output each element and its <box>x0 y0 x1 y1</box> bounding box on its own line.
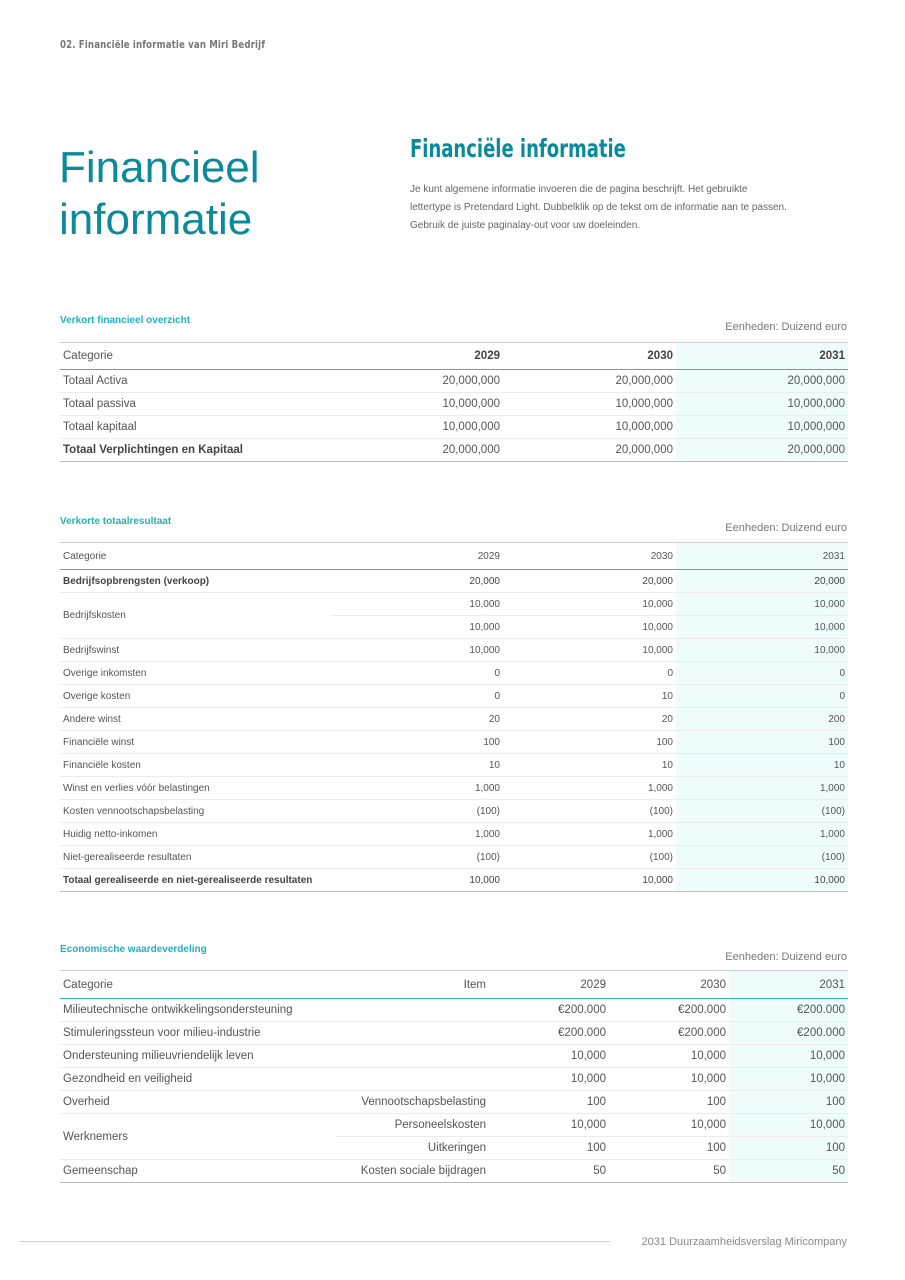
table-row <box>60 393 848 416</box>
cell: 10,000 <box>609 1045 729 1068</box>
table-row <box>60 1160 848 1183</box>
cell: 10,000,000 <box>330 393 503 416</box>
table-row <box>60 685 848 708</box>
table-header-row <box>60 343 848 370</box>
row-label: Ondersteuning milieuvriendelijk leven <box>60 1045 336 1068</box>
results-table-title: Verkorte totaalresultaat <box>60 516 172 527</box>
table-row <box>60 639 848 662</box>
summary-table <box>60 342 848 462</box>
page-title-line1: Financieel <box>59 143 260 192</box>
cell: 0 <box>676 685 848 708</box>
cell: 10,000 <box>503 639 676 662</box>
row-label: Totaal kapitaal <box>60 416 330 439</box>
section-subtitle: Financiële informatie <box>410 134 626 163</box>
table-row <box>60 754 848 777</box>
cell: 1,000 <box>330 823 503 846</box>
row-label: Overige inkomsten <box>60 662 330 685</box>
cell: 100 <box>729 1137 848 1160</box>
cell: 1,000 <box>676 823 848 846</box>
row-label: Overheid <box>60 1091 336 1114</box>
table-row <box>60 370 848 393</box>
cell: 10,000 <box>503 593 676 616</box>
table-row <box>60 662 848 685</box>
cell: 10,000 <box>330 593 503 616</box>
cell: 10,000 <box>330 869 503 892</box>
row-label: Totaal passiva <box>60 393 330 416</box>
cell: 100 <box>676 731 848 754</box>
table-row <box>60 593 848 616</box>
column-header: 2031 <box>676 343 848 370</box>
row-label: Stimuleringssteun voor milieu-industrie <box>60 1022 336 1045</box>
table-row <box>60 416 848 439</box>
table-row <box>60 1114 848 1137</box>
column-header: 2029 <box>330 343 503 370</box>
item-cell: Kosten sociale bijdragen <box>336 1160 489 1183</box>
cell: 10,000,000 <box>503 416 676 439</box>
cell: 10,000,000 <box>330 416 503 439</box>
cell: 50 <box>489 1160 609 1183</box>
cell: 10,000 <box>489 1068 609 1091</box>
row-label: Winst en verlies vóór belastingen <box>60 777 330 800</box>
cell: 20,000,000 <box>330 370 503 393</box>
cell: 1,000 <box>503 777 676 800</box>
column-header: 2029 <box>489 971 609 999</box>
cell: 10,000 <box>609 1114 729 1137</box>
cell: (100) <box>503 846 676 869</box>
summary-table-title: Verkort financieel overzicht <box>60 315 191 326</box>
summary-units: Eenheden: Duizend euro <box>725 321 847 333</box>
column-header: 2031 <box>676 543 848 570</box>
cell: 10,000 <box>729 1045 848 1068</box>
cell: 10,000 <box>330 639 503 662</box>
row-label: Huidig netto-inkomen <box>60 823 330 846</box>
item-cell <box>336 999 489 1022</box>
table-row <box>60 708 848 731</box>
page-title <box>59 142 260 246</box>
row-label: Totaal gerealiseerde en niet-gerealiseerde resultaten <box>60 869 330 892</box>
cell: 20 <box>503 708 676 731</box>
cell: 50 <box>609 1160 729 1183</box>
table-row <box>60 846 848 869</box>
row-label: Gezondheid en veiligheid <box>60 1068 336 1091</box>
row-label: Bedrijfsopbrengsten (verkoop) <box>60 570 330 593</box>
cell: 10,000 <box>676 639 848 662</box>
row-label: Niet-gerealiseerde resultaten <box>60 846 330 869</box>
column-header: Item <box>336 971 489 999</box>
cell: 10,000,000 <box>676 416 848 439</box>
table-row <box>60 731 848 754</box>
cell: 20,000,000 <box>676 370 848 393</box>
cell: €200.000 <box>609 999 729 1022</box>
cell: 10,000 <box>503 616 676 639</box>
cell: 100 <box>503 731 676 754</box>
column-header: 2030 <box>609 971 729 999</box>
item-cell: Uitkeringen <box>336 1137 489 1160</box>
cell: 20,000,000 <box>330 439 503 462</box>
table-row <box>60 1045 848 1068</box>
row-label: Kosten vennootschapsbelasting <box>60 800 330 823</box>
column-header: Categorie <box>60 343 330 370</box>
cell: 50 <box>729 1160 848 1183</box>
column-header: 2029 <box>330 543 503 570</box>
item-cell <box>336 1022 489 1045</box>
cell: 100 <box>609 1137 729 1160</box>
row-label: Totaal Activa <box>60 370 330 393</box>
table-row <box>60 1022 848 1045</box>
cell: 10,000,000 <box>503 393 676 416</box>
cell: 10,000 <box>330 616 503 639</box>
cell: 10 <box>676 754 848 777</box>
table-row <box>60 800 848 823</box>
cell: (100) <box>676 846 848 869</box>
cell: 10,000 <box>676 593 848 616</box>
section-header-label: 02. Financiële informatie van Miri Bedrijf <box>60 38 266 51</box>
table-row-total <box>60 439 848 462</box>
cell: 100 <box>330 731 503 754</box>
cell: 0 <box>676 662 848 685</box>
cell: 100 <box>489 1091 609 1114</box>
footer-divider <box>20 1241 610 1242</box>
cell: 10 <box>503 685 676 708</box>
cell: 100 <box>609 1091 729 1114</box>
column-header: 2030 <box>503 343 676 370</box>
cell: 0 <box>330 685 503 708</box>
row-label: Overige kosten <box>60 685 330 708</box>
cell: 100 <box>729 1091 848 1114</box>
distribution-table <box>60 970 848 1183</box>
cell: (100) <box>676 800 848 823</box>
cell: 10,000 <box>676 869 848 892</box>
column-header: Categorie <box>60 971 336 999</box>
cell: 0 <box>503 662 676 685</box>
table-row <box>60 777 848 800</box>
table-row <box>60 999 848 1022</box>
cell: 200 <box>676 708 848 731</box>
cell: 20,000 <box>676 570 848 593</box>
row-label: Werknemers <box>60 1114 336 1160</box>
item-cell <box>336 1068 489 1091</box>
cell: €200.000 <box>729 999 848 1022</box>
footer-text: 2031 Duurzaamheidsverslag Miricompany <box>641 1236 847 1248</box>
item-cell <box>336 1045 489 1068</box>
cell: 10,000 <box>729 1068 848 1091</box>
cell: €200.000 <box>489 999 609 1022</box>
row-label: Bedrijfswinst <box>60 639 330 662</box>
cell: 10,000 <box>676 616 848 639</box>
cell: 20,000 <box>330 570 503 593</box>
cell: (100) <box>503 800 676 823</box>
results-table <box>60 542 848 892</box>
cell: 1,000 <box>330 777 503 800</box>
distribution-table-title: Economische waardeverdeling <box>60 944 207 955</box>
cell: €200.000 <box>729 1022 848 1045</box>
cell: (100) <box>330 800 503 823</box>
cell: €200.000 <box>489 1022 609 1045</box>
cell: 20,000,000 <box>503 370 676 393</box>
cell: 1,000 <box>503 823 676 846</box>
cell: 10,000 <box>489 1114 609 1137</box>
row-label: Totaal Verplichtingen en Kapitaal <box>60 439 330 462</box>
distribution-units: Eenheden: Duizend euro <box>725 951 847 963</box>
cell: 10 <box>330 754 503 777</box>
table-row-total <box>60 869 848 892</box>
cell: 20,000,000 <box>503 439 676 462</box>
cell: 100 <box>489 1137 609 1160</box>
cell: 0 <box>330 662 503 685</box>
cell: 10,000 <box>729 1114 848 1137</box>
table-row <box>60 1091 848 1114</box>
intro-paragraph: Je kunt algemene informatie invoeren die de pagina beschrijft. Het gebruikte lettertype is Pretendard Light. Dubbelklik op de tekst om de informatie aan te passen. Gebruik de juiste paginalay-out voor uw doeleinden. <box>410 184 787 231</box>
row-label: Andere winst <box>60 708 330 731</box>
cell: 10,000 <box>489 1045 609 1068</box>
item-cell: Personeelskosten <box>336 1114 489 1137</box>
column-header: 2030 <box>503 543 676 570</box>
cell: 10,000 <box>503 869 676 892</box>
row-label: Bedrijfskosten <box>60 593 330 639</box>
cell: 20,000 <box>503 570 676 593</box>
cell: 20,000,000 <box>676 439 848 462</box>
cell: €200.000 <box>609 1022 729 1045</box>
row-label: Gemeenschap <box>60 1160 336 1183</box>
table-row <box>60 1068 848 1091</box>
cell: 1,000 <box>676 777 848 800</box>
cell: 10,000,000 <box>676 393 848 416</box>
cell: 10,000 <box>609 1068 729 1091</box>
results-units: Eenheden: Duizend euro <box>725 522 847 534</box>
column-header: 2031 <box>729 971 848 999</box>
table-row <box>60 570 848 593</box>
table-row <box>60 823 848 846</box>
item-cell: Vennootschapsbelasting <box>336 1091 489 1114</box>
table-header-row <box>60 971 848 999</box>
page-title-line2: informatie <box>59 195 253 244</box>
row-label: Financiële kosten <box>60 754 330 777</box>
table-header-row <box>60 543 848 570</box>
row-label: Milieutechnische ontwikkelingsondersteuning <box>60 999 336 1022</box>
cell: 20 <box>330 708 503 731</box>
cell: 10 <box>503 754 676 777</box>
cell: (100) <box>330 846 503 869</box>
column-header: Categorie <box>60 543 330 570</box>
row-label: Financiële winst <box>60 731 330 754</box>
